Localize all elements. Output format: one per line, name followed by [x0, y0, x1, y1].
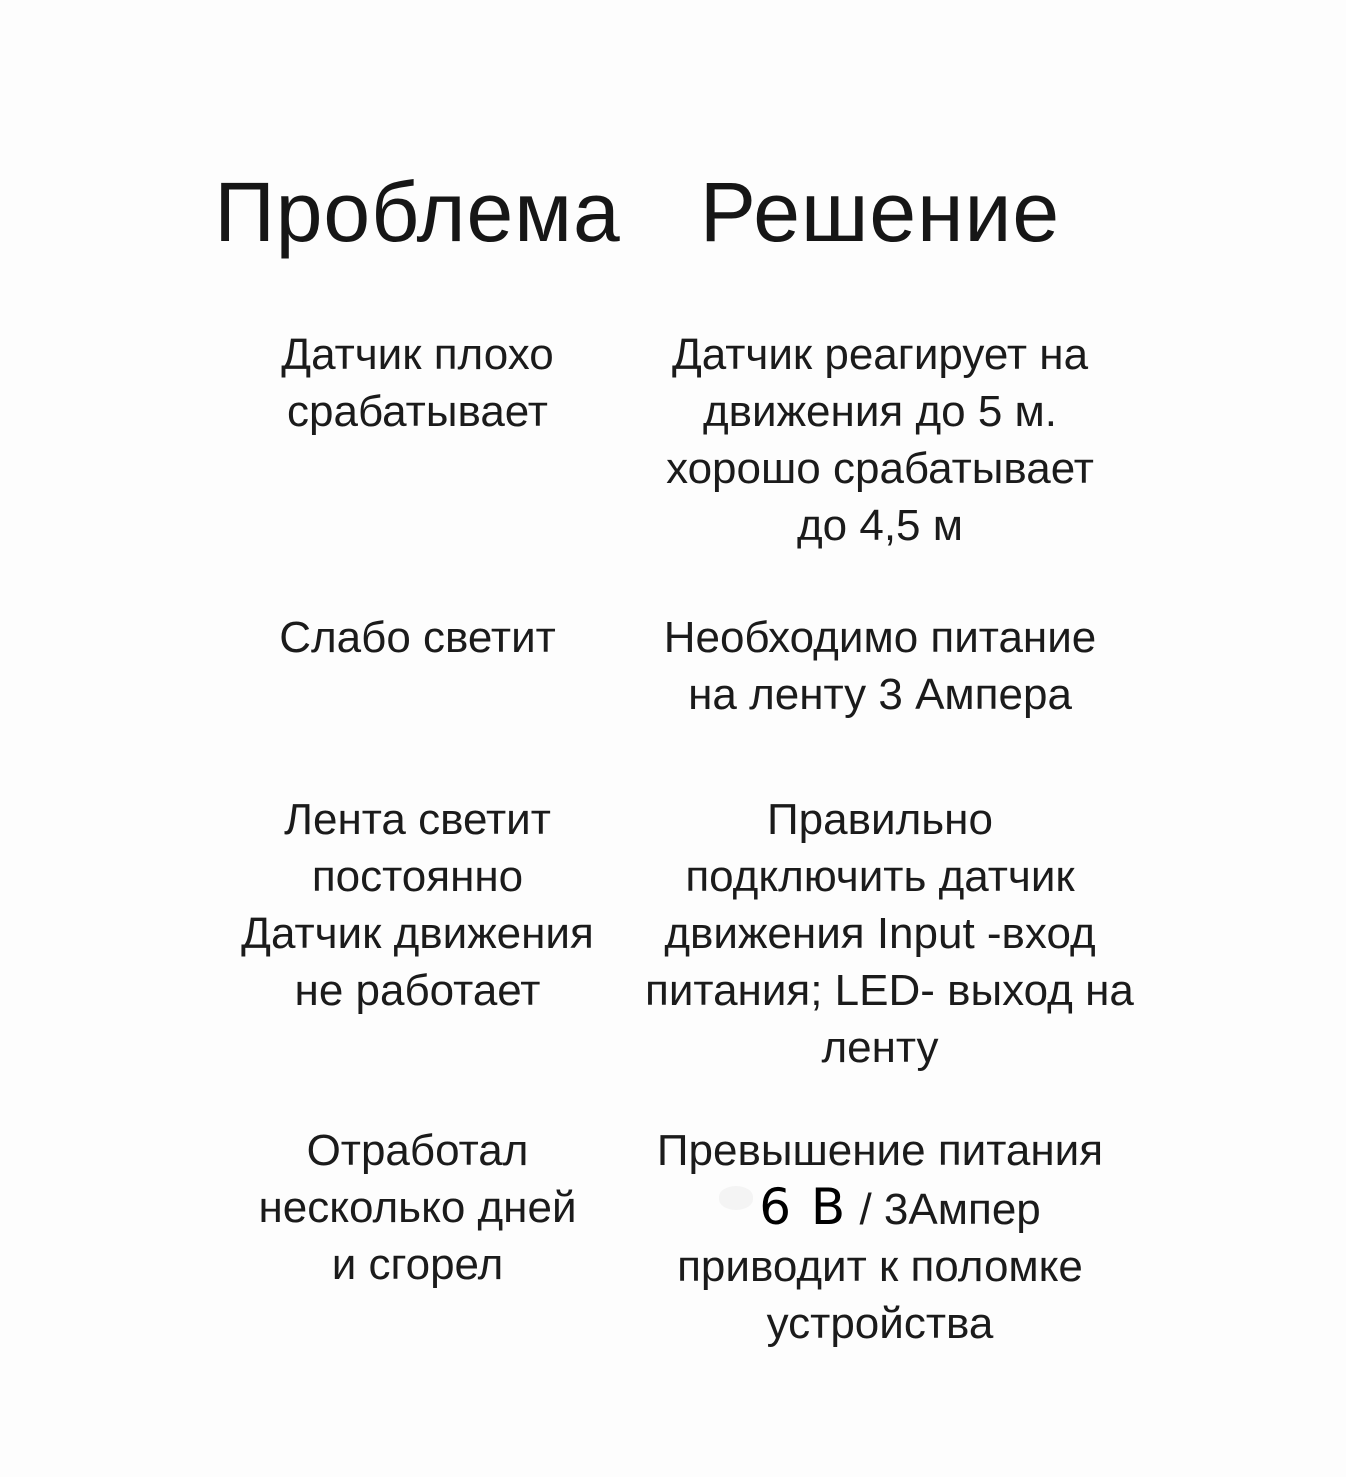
solution-text-line: до 4,5 м	[796, 501, 963, 550]
problem-text-line: Слабо светит	[279, 613, 556, 662]
solution-cell	[645, 326, 1115, 554]
solution-text-line: приводит к поломке	[677, 1242, 1083, 1291]
header-row	[190, 160, 1346, 264]
problem-cell	[190, 326, 645, 440]
solution-text-line: движения Input -вход	[664, 909, 1096, 958]
problem-cell	[190, 609, 645, 666]
solution-text-line: подключить датчик	[685, 852, 1075, 901]
solution-text-line: движения до 5 м.	[703, 387, 1057, 436]
solution-header-cell	[645, 160, 1115, 264]
solution-text-line: Необходимо питание	[663, 613, 1097, 662]
problem-text-line: Лента светит	[284, 795, 551, 844]
problem-text-line: и сгорел	[331, 1240, 504, 1289]
solution-text-line: Правильно	[767, 795, 993, 844]
edit-artifact	[719, 1186, 753, 1210]
solution-voltage-line	[645, 1179, 1115, 1238]
column-header-problem: Проблема	[214, 165, 621, 259]
table-row	[190, 1122, 1346, 1352]
table-row	[190, 791, 1346, 1076]
solution-cell	[645, 791, 1134, 1076]
edited-voltage-value: 6 В	[759, 1178, 848, 1236]
problem-text-line: срабатывает	[287, 387, 548, 436]
column-header-solution: Решение	[699, 165, 1061, 259]
solution-text-line: устройства	[766, 1299, 994, 1348]
problem-text-line: Отработал	[306, 1126, 529, 1175]
solution-text-line: на ленту 3 Ампера	[688, 670, 1072, 719]
solution-cell	[645, 1122, 1115, 1352]
problem-text-line: Датчик движения	[241, 909, 594, 958]
solution-text-line: Датчик реагирует на	[671, 330, 1089, 379]
table-row	[190, 326, 1346, 554]
problem-text-line: несколько дней	[258, 1183, 577, 1232]
problem-cell	[190, 1122, 645, 1293]
solution-text-line: ленту	[821, 1023, 939, 1072]
problem-header-cell	[190, 160, 645, 264]
problem-cell	[190, 791, 645, 1019]
solution-cell	[645, 609, 1115, 723]
solution-text-line: питания; LED- выход на	[645, 966, 1134, 1015]
solution-text-fragment: / 3Ампер	[859, 1185, 1041, 1234]
table-row	[190, 609, 1346, 723]
problem-text-line: Датчик плохо	[281, 330, 554, 379]
problem-text-line: постоянно	[311, 852, 524, 901]
solution-text-line: Превышение питания	[656, 1126, 1104, 1175]
problem-text-line: не работает	[294, 966, 541, 1015]
solution-text-line: хорошо срабатывает	[666, 444, 1094, 493]
